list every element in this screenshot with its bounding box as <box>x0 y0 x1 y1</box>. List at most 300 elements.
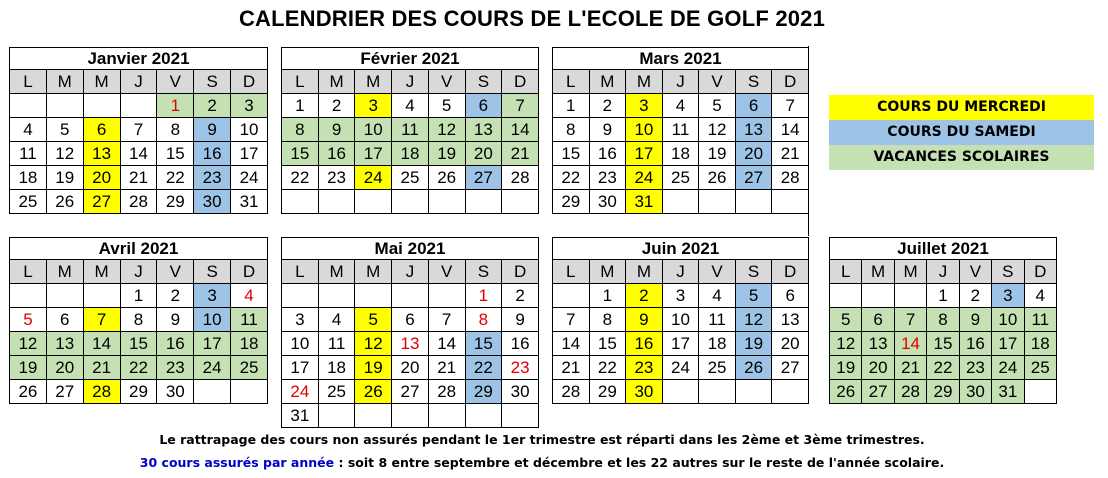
day-cell: 9 <box>589 118 626 142</box>
weekday-header: L <box>553 70 590 94</box>
day-cell: 30 <box>959 380 991 404</box>
week-row <box>830 308 1057 332</box>
day-cell: 15 <box>465 332 502 356</box>
day-cell: 10 <box>282 332 319 356</box>
empty-cell <box>772 190 809 214</box>
weekday-header: V <box>428 260 465 284</box>
day-cell: 3 <box>355 94 392 118</box>
empty-cell <box>428 404 465 428</box>
weekday-header: D <box>772 260 809 284</box>
day-cell: 18 <box>231 332 268 356</box>
day-cell: 4 <box>231 284 268 308</box>
day-cell: 7 <box>83 308 120 332</box>
weekday-header: V <box>428 70 465 94</box>
page-title: CALENDRIER DES COURS DE L'ECOLE DE GOLF 2021 <box>238 6 826 31</box>
empty-cell <box>392 190 429 214</box>
day-cell: 17 <box>662 332 699 356</box>
empty-cell <box>428 284 465 308</box>
day-cell: 14 <box>83 332 120 356</box>
day-cell: 18 <box>1024 332 1056 356</box>
day-cell: 14 <box>772 118 809 142</box>
day-cell: 15 <box>120 332 157 356</box>
weekday-header: V <box>699 70 736 94</box>
day-cell: 2 <box>157 284 194 308</box>
weekday-header: S <box>465 70 502 94</box>
weekday-header: S <box>194 70 231 94</box>
empty-cell <box>735 380 772 404</box>
day-cell: 25 <box>1024 356 1056 380</box>
week-row <box>282 284 539 308</box>
week-row <box>10 332 268 356</box>
empty-cell <box>10 94 47 118</box>
weekday-header: J <box>392 260 429 284</box>
day-cell: 23 <box>157 356 194 380</box>
day-cell: 23 <box>318 166 355 190</box>
day-cell: 2 <box>959 284 991 308</box>
week-row <box>553 166 809 190</box>
month-calendar <box>552 237 809 404</box>
day-cell: 29 <box>157 190 194 214</box>
weekday-header: M <box>83 260 120 284</box>
day-cell: 4 <box>10 118 47 142</box>
day-cell: 15 <box>553 142 590 166</box>
day-cell: 25 <box>10 190 47 214</box>
day-cell: 18 <box>392 142 429 166</box>
day-cell: 27 <box>862 380 894 404</box>
weekday-header: M <box>318 260 355 284</box>
empty-cell <box>502 190 539 214</box>
empty-cell <box>662 380 699 404</box>
day-cell: 3 <box>662 284 699 308</box>
day-cell: 6 <box>735 94 772 118</box>
day-cell: 22 <box>927 356 959 380</box>
month-calendar <box>829 237 1057 404</box>
day-cell: 15 <box>589 332 626 356</box>
day-cell: 24 <box>231 166 268 190</box>
month-calendar <box>9 237 268 404</box>
day-cell: 17 <box>626 142 663 166</box>
day-cell: 6 <box>862 308 894 332</box>
day-cell: 11 <box>318 332 355 356</box>
day-cell: 12 <box>830 332 862 356</box>
day-cell: 13 <box>465 118 502 142</box>
week-row <box>10 118 268 142</box>
empty-cell <box>318 190 355 214</box>
day-cell: 17 <box>282 356 319 380</box>
day-cell: 13 <box>46 332 83 356</box>
day-cell: 16 <box>157 332 194 356</box>
day-cell: 14 <box>120 142 157 166</box>
day-cell: 24 <box>626 166 663 190</box>
day-cell: 27 <box>392 380 429 404</box>
day-cell: 18 <box>662 142 699 166</box>
day-cell: 25 <box>662 166 699 190</box>
week-row <box>282 404 539 428</box>
weekday-header: D <box>231 260 268 284</box>
day-cell: 28 <box>894 380 926 404</box>
day-cell: 17 <box>992 332 1024 356</box>
week-row <box>830 284 1057 308</box>
empty-cell <box>465 404 502 428</box>
day-cell: 16 <box>626 332 663 356</box>
day-cell: 20 <box>83 166 120 190</box>
week-row <box>10 380 268 404</box>
empty-cell <box>862 284 894 308</box>
day-cell: 27 <box>772 356 809 380</box>
day-cell: 24 <box>355 166 392 190</box>
weekday-header: J <box>120 70 157 94</box>
empty-cell <box>699 190 736 214</box>
day-cell: 22 <box>589 356 626 380</box>
day-cell: 23 <box>589 166 626 190</box>
day-cell: 25 <box>231 356 268 380</box>
day-cell: 1 <box>120 284 157 308</box>
weekday-header: D <box>1024 260 1056 284</box>
day-cell: 17 <box>355 142 392 166</box>
day-cell: 28 <box>120 190 157 214</box>
day-cell: 19 <box>735 332 772 356</box>
week-row <box>553 94 809 118</box>
day-cell: 11 <box>662 118 699 142</box>
month-name: Mai 2021 <box>282 238 539 260</box>
empty-cell <box>194 380 231 404</box>
weekday-header: M <box>589 260 626 284</box>
day-cell: 29 <box>465 380 502 404</box>
month-table <box>552 47 809 214</box>
day-cell: 29 <box>120 380 157 404</box>
week-row <box>282 308 539 332</box>
day-cell: 26 <box>830 380 862 404</box>
day-cell: 19 <box>699 142 736 166</box>
week-row <box>10 308 268 332</box>
day-cell: 17 <box>231 142 268 166</box>
day-cell: 25 <box>699 356 736 380</box>
weekday-header: V <box>157 260 194 284</box>
month-name: Juillet 2021 <box>830 238 1057 260</box>
day-cell: 21 <box>502 142 539 166</box>
day-cell: 16 <box>502 332 539 356</box>
day-cell: 27 <box>465 166 502 190</box>
day-cell: 1 <box>589 284 626 308</box>
day-cell: 6 <box>392 308 429 332</box>
weekday-header: L <box>10 260 47 284</box>
day-cell: 12 <box>355 332 392 356</box>
day-cell: 27 <box>46 380 83 404</box>
day-cell: 28 <box>83 380 120 404</box>
empty-cell <box>830 284 862 308</box>
day-cell: 22 <box>465 356 502 380</box>
day-cell: 27 <box>83 190 120 214</box>
day-cell: 24 <box>194 356 231 380</box>
day-cell: 22 <box>553 166 590 190</box>
month-table <box>552 237 809 404</box>
weekday-header: D <box>231 70 268 94</box>
day-cell: 12 <box>735 308 772 332</box>
note-cours-count-highlight: 30 cours assurés par année <box>139 455 335 470</box>
day-cell: 3 <box>194 284 231 308</box>
week-row <box>282 142 539 166</box>
day-cell: 22 <box>282 166 319 190</box>
note-rattrapage: Le rattrapage des cours non assurés pendant le 1er trimestre est réparti dans les 2ème et 3ème trimestres. <box>159 432 925 447</box>
day-cell: 26 <box>10 380 47 404</box>
weekday-header: D <box>502 260 539 284</box>
month-name: Juin 2021 <box>553 238 809 260</box>
day-cell: 19 <box>46 166 83 190</box>
day-cell: 16 <box>318 142 355 166</box>
day-cell: 12 <box>699 118 736 142</box>
day-cell: 21 <box>553 356 590 380</box>
weekday-header: M <box>355 70 392 94</box>
legend-vacances: VACANCES SCOLAIRES <box>829 145 1094 170</box>
weekday-header: L <box>10 70 47 94</box>
day-cell: 11 <box>392 118 429 142</box>
weekday-header: S <box>194 260 231 284</box>
empty-cell <box>1024 380 1056 404</box>
day-cell: 5 <box>735 284 772 308</box>
day-cell: 5 <box>699 94 736 118</box>
month-table <box>829 237 1057 404</box>
week-row <box>553 118 809 142</box>
day-cell: 31 <box>282 404 319 428</box>
day-cell: 21 <box>894 356 926 380</box>
empty-cell <box>318 284 355 308</box>
day-cell: 19 <box>10 356 47 380</box>
day-cell: 13 <box>392 332 429 356</box>
week-row <box>553 308 809 332</box>
weekday-header: M <box>626 260 663 284</box>
week-row <box>553 142 809 166</box>
day-cell: 14 <box>428 332 465 356</box>
day-cell: 31 <box>626 190 663 214</box>
month-name: Mars 2021 <box>553 48 809 70</box>
day-cell: 16 <box>959 332 991 356</box>
day-cell: 11 <box>10 142 47 166</box>
day-cell: 31 <box>231 190 268 214</box>
day-cell: 1 <box>282 94 319 118</box>
legend-mercredi: COURS DU MERCREDI <box>829 95 1094 120</box>
empty-cell <box>282 190 319 214</box>
day-cell: 5 <box>428 94 465 118</box>
legend-samedi: COURS DU SAMEDI <box>829 120 1094 145</box>
weekday-header: S <box>735 260 772 284</box>
month-table <box>281 237 539 428</box>
weekday-header: M <box>83 70 120 94</box>
day-cell: 7 <box>553 308 590 332</box>
day-cell: 10 <box>626 118 663 142</box>
weekday-header: D <box>502 70 539 94</box>
day-cell: 9 <box>626 308 663 332</box>
day-cell: 30 <box>194 190 231 214</box>
day-cell: 28 <box>772 166 809 190</box>
day-cell: 7 <box>772 94 809 118</box>
day-cell: 26 <box>735 356 772 380</box>
day-cell: 5 <box>830 308 862 332</box>
day-cell: 29 <box>553 190 590 214</box>
weekday-header: D <box>772 70 809 94</box>
day-cell: 15 <box>157 142 194 166</box>
day-cell: 20 <box>862 356 894 380</box>
day-cell: 15 <box>927 332 959 356</box>
day-cell: 28 <box>502 166 539 190</box>
day-cell: 10 <box>992 308 1024 332</box>
week-row <box>282 166 539 190</box>
day-cell: 11 <box>231 308 268 332</box>
day-cell: 7 <box>894 308 926 332</box>
empty-cell <box>553 284 590 308</box>
day-cell: 7 <box>428 308 465 332</box>
weekday-header: J <box>120 260 157 284</box>
day-cell: 24 <box>662 356 699 380</box>
empty-cell <box>83 284 120 308</box>
month-name: Avril 2021 <box>10 238 268 260</box>
day-cell: 9 <box>194 118 231 142</box>
day-cell: 18 <box>699 332 736 356</box>
day-cell: 28 <box>553 380 590 404</box>
empty-cell <box>355 404 392 428</box>
day-cell: 13 <box>735 118 772 142</box>
empty-cell <box>392 284 429 308</box>
day-cell: 26 <box>46 190 83 214</box>
day-cell: 30 <box>502 380 539 404</box>
empty-cell <box>735 190 772 214</box>
day-cell: 24 <box>282 380 319 404</box>
week-row <box>10 284 268 308</box>
empty-cell <box>355 284 392 308</box>
day-cell: 10 <box>194 308 231 332</box>
day-cell: 12 <box>428 118 465 142</box>
month-calendar <box>281 237 539 428</box>
week-row <box>10 356 268 380</box>
day-cell: 8 <box>157 118 194 142</box>
week-row <box>282 332 539 356</box>
day-cell: 2 <box>318 94 355 118</box>
day-cell: 2 <box>626 284 663 308</box>
day-cell: 30 <box>157 380 194 404</box>
day-cell: 4 <box>318 308 355 332</box>
day-cell: 9 <box>157 308 194 332</box>
day-cell: 21 <box>428 356 465 380</box>
empty-cell <box>428 190 465 214</box>
week-row <box>830 380 1057 404</box>
weekday-header: M <box>318 70 355 94</box>
weekday-header: J <box>392 70 429 94</box>
day-cell: 2 <box>502 284 539 308</box>
day-cell: 10 <box>355 118 392 142</box>
day-cell: 19 <box>428 142 465 166</box>
weekday-header: J <box>662 260 699 284</box>
week-row <box>553 190 809 214</box>
day-cell: 4 <box>662 94 699 118</box>
day-cell: 30 <box>589 190 626 214</box>
weekday-header: V <box>157 70 194 94</box>
day-cell: 11 <box>699 308 736 332</box>
month-table <box>9 47 268 214</box>
day-cell: 7 <box>502 94 539 118</box>
day-cell: 27 <box>735 166 772 190</box>
day-cell: 1 <box>553 94 590 118</box>
weekday-header: S <box>735 70 772 94</box>
day-cell: 4 <box>1024 284 1056 308</box>
empty-cell <box>10 284 47 308</box>
week-row <box>10 166 268 190</box>
week-row <box>282 380 539 404</box>
note-cours-count <box>0 455 1084 470</box>
empty-cell <box>46 94 83 118</box>
day-cell: 13 <box>772 308 809 332</box>
day-cell: 2 <box>589 94 626 118</box>
day-cell: 21 <box>120 166 157 190</box>
note-cours-count-rest: : soit 8 entre septembre et décembre et les 22 autres sur le reste de l'année scolaire. <box>334 455 945 470</box>
day-cell: 6 <box>772 284 809 308</box>
day-cell: 13 <box>862 332 894 356</box>
empty-cell <box>465 190 502 214</box>
empty-cell <box>699 380 736 404</box>
day-cell: 1 <box>157 94 194 118</box>
day-cell: 17 <box>194 332 231 356</box>
empty-cell <box>231 380 268 404</box>
day-cell: 19 <box>355 356 392 380</box>
week-row <box>10 94 268 118</box>
empty-cell <box>894 284 926 308</box>
legend <box>829 95 1094 170</box>
week-row <box>10 190 268 214</box>
day-cell: 20 <box>735 142 772 166</box>
day-cell: 4 <box>392 94 429 118</box>
day-cell: 16 <box>589 142 626 166</box>
day-cell: 23 <box>502 356 539 380</box>
empty-cell <box>392 404 429 428</box>
weekday-header: J <box>927 260 959 284</box>
day-cell: 31 <box>992 380 1024 404</box>
day-cell: 9 <box>959 308 991 332</box>
day-cell: 22 <box>157 166 194 190</box>
weekday-header: M <box>46 260 83 284</box>
weekday-header: V <box>699 260 736 284</box>
day-cell: 9 <box>318 118 355 142</box>
day-cell: 23 <box>959 356 991 380</box>
day-cell: 8 <box>465 308 502 332</box>
day-cell: 5 <box>355 308 392 332</box>
day-cell: 6 <box>46 308 83 332</box>
day-cell: 3 <box>282 308 319 332</box>
day-cell: 22 <box>120 356 157 380</box>
day-cell: 19 <box>830 356 862 380</box>
day-cell: 6 <box>83 118 120 142</box>
weekday-header: L <box>830 260 862 284</box>
day-cell: 25 <box>392 166 429 190</box>
day-cell: 1 <box>927 284 959 308</box>
month-table <box>281 47 539 214</box>
week-row <box>553 284 809 308</box>
day-cell: 26 <box>699 166 736 190</box>
day-cell: 2 <box>194 94 231 118</box>
weekday-header: M <box>46 70 83 94</box>
empty-cell <box>502 404 539 428</box>
day-cell: 29 <box>927 380 959 404</box>
day-cell: 1 <box>465 284 502 308</box>
day-cell: 3 <box>992 284 1024 308</box>
week-row <box>282 118 539 142</box>
day-cell: 3 <box>231 94 268 118</box>
day-cell: 4 <box>699 284 736 308</box>
week-row <box>553 380 809 404</box>
weekday-header: M <box>355 260 392 284</box>
week-row <box>282 190 539 214</box>
day-cell: 8 <box>553 118 590 142</box>
empty-cell <box>120 94 157 118</box>
empty-cell <box>662 190 699 214</box>
weekday-header: M <box>626 70 663 94</box>
